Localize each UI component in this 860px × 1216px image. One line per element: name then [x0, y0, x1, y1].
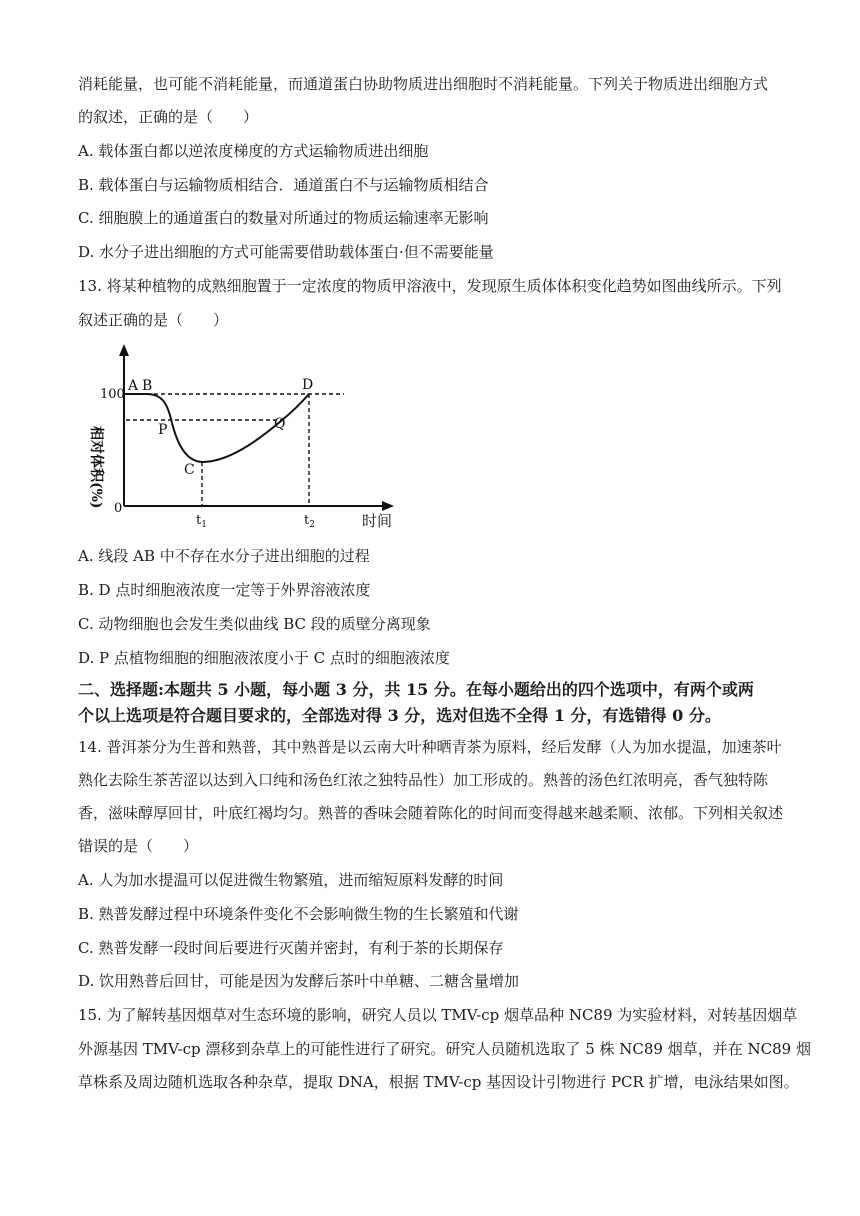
q12-option-d: D. 水分子进出细胞的方式可能需要借助载体蛋白·但不需要能量 — [78, 243, 494, 261]
x-axis-arrow — [382, 501, 394, 511]
q15-stem-line-1: 15. 为了解转基因烟草对生态环境的影响，研究人员以 TMV-cp 烟草品种 NC89 为实验材料，对转基因烟草 — [78, 1006, 798, 1024]
q14-stem-line-2: 熟化去除生茶苦涩以达到入口纯和汤色红浓之独特品性）加工形成的。熟普的汤色红浓明亮，香气独特陈 — [78, 771, 769, 789]
q15-stem-line-3: 草株系及周边随机选取各种杂草，提取 DNA，根据 TMV-cp 基因设计引物进行 PCR 扩增，电泳结果如图。 — [78, 1073, 799, 1091]
y-tick-100: 100 — [100, 387, 125, 402]
q14-option-a: A. 人为加水提温可以促进微生物繁殖，进而缩短原料发酵的时间 — [78, 871, 504, 889]
q15-stem-line-2: 外源基因 TMV-cp 漂移到杂草上的可能性进行了研究。研究人员随机选取了 5 株 NC89 烟草，并在 NC89 烟 — [78, 1040, 811, 1058]
t1-label: $t_1$ — [196, 513, 207, 530]
q13-stem-line-1: 13. 将某种植物的成熟细胞置于一定浓度的物质甲溶液中，发现原生质体体积变化趋势如图曲线所示。下列 — [78, 277, 782, 295]
x-axis-label: 时间 — [362, 512, 393, 530]
section-2-heading-line-2: 个以上选项是符合题目要求的，全部选对得 3 分，选对但选不全得 1 分，有选错得 0 分。 — [78, 706, 721, 725]
point-q-label: Q — [274, 416, 286, 432]
q14-option-b: B. 熟普发酵过程中环境条件变化不会影响微生物的生长繁殖和代谢 — [78, 905, 519, 923]
y-axis-arrow — [119, 344, 129, 356]
point-d-label: D — [302, 377, 314, 393]
q13-option-c: C. 动物细胞也会发生类似曲线 BC 段的质壁分离现象 — [78, 615, 431, 633]
q14-option-d: D. 饮用熟普后回甘，可能是因为发酵后茶叶中单糖、二糖含量增加 — [78, 972, 520, 990]
q14-stem-line-3: 香，滋味醇厚回甘，叶底红褐均匀。熟普的香味会随着陈化的时间而变得越来越柔顺、浓郁。下列相关叙述 — [78, 804, 784, 822]
point-p-label: P — [158, 422, 168, 438]
q12-stem-line-2: 的叙述，正确的是（ ） — [78, 108, 259, 126]
q13-option-b: B. D 点时细胞液浓度一定等于外界溶液浓度 — [78, 581, 371, 599]
t2-label: $t_2$ — [304, 513, 315, 530]
point-c-label: C — [184, 462, 195, 478]
q12-stem-line-1: 消耗能量，也可能不消耗能量，而通道蛋白协助物质进出细胞时不消耗能量。下列关于物质进出细胞方式 — [78, 75, 769, 93]
point-b-label: B — [142, 378, 153, 394]
q14-stem-line-4: 错误的是（ ） — [78, 837, 199, 855]
section-2-heading-line-1: 二、选择题:本题共 5 小题，每小题 3 分，共 15 分。在每小题给出的四个选项中，有两个或两 — [78, 680, 754, 699]
q13-stem-line-2: 叙述正确的是（ ） — [78, 311, 229, 329]
y-axis-label: 相对体积(%) — [88, 426, 104, 509]
q13-option-d: D. P 点植物细胞的细胞液浓度小于 C 点时的细胞液浓度 — [78, 649, 450, 667]
q14-option-c: C. 熟普发酵一段时间后要进行灭菌并密封，有利于茶的长期保存 — [78, 939, 504, 957]
origin-label: 0 — [114, 501, 123, 516]
point-a-label: A — [128, 378, 139, 394]
q12-option-b: B. 载体蛋白与运输物质相结合．通道蛋白不与运输物质相结合 — [78, 176, 489, 194]
q12-option-c: C. 细胞膜上的通道蛋白的数量对所通过的物质运输速率无影响 — [78, 209, 489, 227]
volume-curve-figure — [76, 340, 406, 536]
q13-option-a: A. 线段 AB 中不存在水分子进出细胞的过程 — [78, 547, 370, 565]
q12-option-a: A. 载体蛋白都以逆浓度梯度的方式运输物质进出细胞 — [78, 142, 429, 160]
q14-stem-line-1: 14. 普洱茶分为生普和熟普，其中熟普是以云南大叶种晒青茶为原料，经后发酵（人为加水提温，加速茶叶 — [78, 738, 782, 756]
